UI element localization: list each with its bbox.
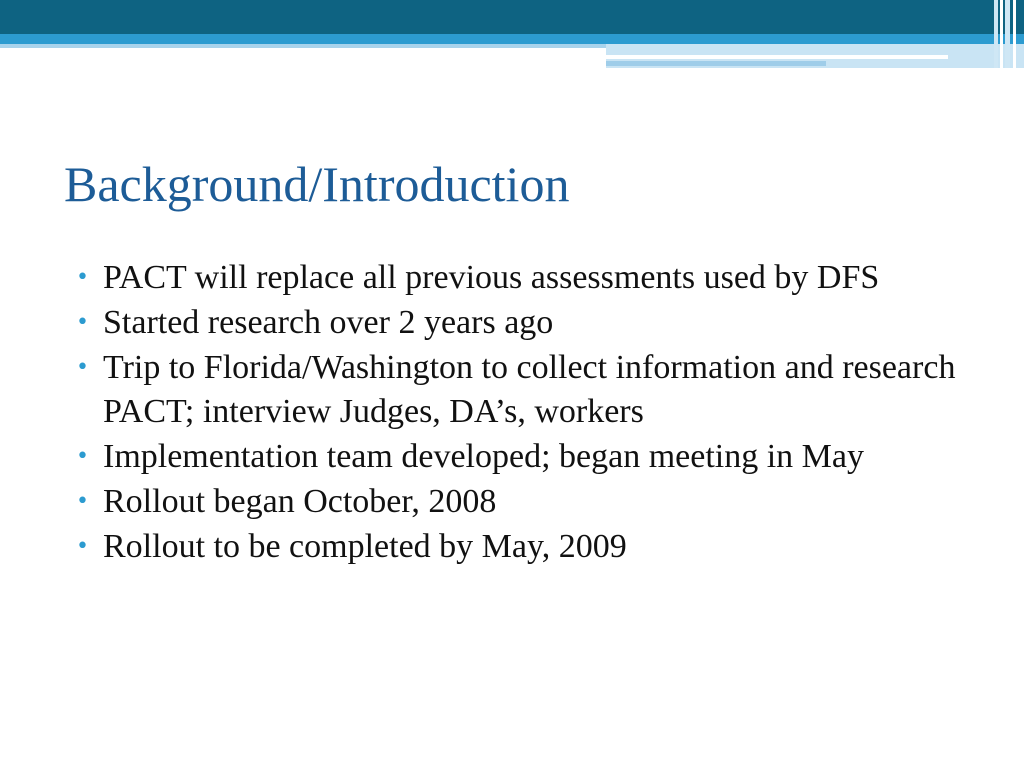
- header-stripe: [1005, 0, 1010, 68]
- bullet-item: [76, 256, 976, 300]
- bullet-icon: •: [76, 310, 89, 335]
- slide-title: Background/Introduction: [64, 156, 570, 212]
- bullet-list: [76, 256, 976, 570]
- header-stripe: [1000, 0, 1003, 68]
- bullet-text: Rollout to be completed by May, 2009: [103, 528, 627, 565]
- header-band-light: [0, 44, 606, 48]
- bullet-item: [76, 525, 976, 569]
- bullet-icon: •: [76, 444, 89, 469]
- header-stripe: [994, 0, 998, 68]
- bullet-text: PACT will replace all previous assessments used by DFS: [103, 259, 880, 296]
- header-band-dark: [0, 0, 1024, 34]
- bullet-icon: •: [76, 534, 89, 559]
- bullet-icon: •: [76, 355, 89, 380]
- bullet-icon: •: [76, 489, 89, 514]
- header-stripe: [1013, 0, 1016, 68]
- bullet-item: [76, 346, 976, 434]
- bullet-text: Started research over 2 years ago: [103, 304, 554, 341]
- header-band-line: [606, 55, 948, 59]
- bullet-item: [76, 435, 976, 479]
- bullet-text: Rollout began October, 2008: [103, 483, 497, 520]
- bullet-icon: •: [76, 265, 89, 290]
- bullet-item: [76, 301, 976, 345]
- bullet-text: Implementation team developed; began meeting in May: [103, 438, 864, 475]
- header-band-mid: [0, 34, 1024, 44]
- header-band-line: [606, 61, 826, 66]
- bullet-text: Trip to Florida/Washington to collect information and research PACT; interview Judges, DA’s, workers: [103, 349, 956, 430]
- bullet-item: [76, 480, 976, 524]
